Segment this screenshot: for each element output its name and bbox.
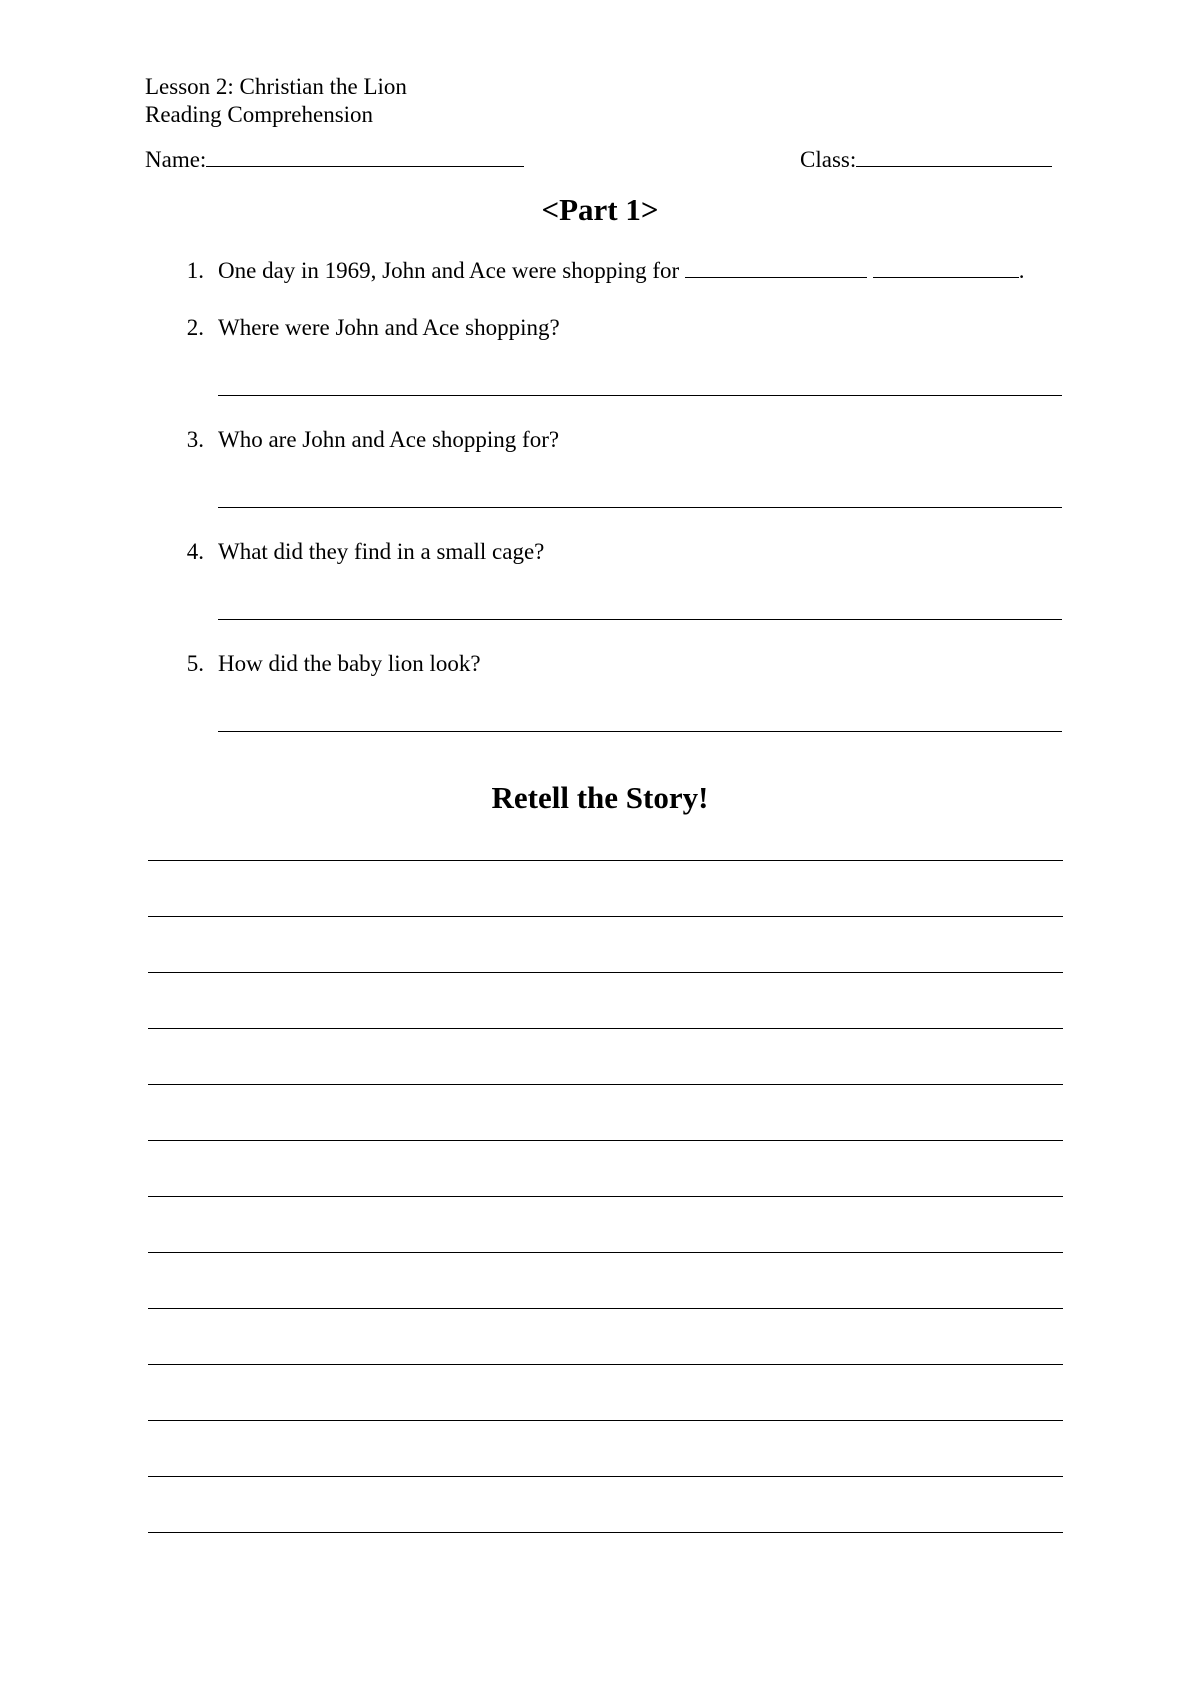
question-number: 5. xyxy=(186,651,204,676)
retell-line[interactable] xyxy=(148,916,1063,917)
retell-line[interactable] xyxy=(148,1476,1063,1477)
question-text: How did the baby lion look? xyxy=(218,651,481,676)
question-text: Where were John and Ace shopping? xyxy=(218,315,560,340)
class-field[interactable] xyxy=(800,146,1052,174)
name-field[interactable] xyxy=(145,146,524,174)
retell-line[interactable] xyxy=(148,1532,1063,1533)
retell-line[interactable] xyxy=(148,972,1063,973)
retell-line[interactable] xyxy=(148,1308,1063,1309)
retell-line[interactable] xyxy=(148,860,1063,861)
question-number: 3. xyxy=(186,427,204,452)
answer-line-2[interactable] xyxy=(218,395,1062,396)
part-title: <Part 1> xyxy=(541,192,659,227)
lesson-title: Lesson 2: Christian the Lion xyxy=(145,74,407,99)
question-number: 4. xyxy=(186,539,204,564)
retell-line[interactable] xyxy=(148,1140,1063,1141)
answer-blank-1b[interactable] xyxy=(873,259,1019,278)
worksheet-subtitle: Reading Comprehension xyxy=(145,102,374,127)
name-label: Name: xyxy=(145,147,207,172)
class-label: Class: xyxy=(800,147,857,172)
retell-line[interactable] xyxy=(148,1364,1063,1365)
question-number: 1. xyxy=(186,258,204,283)
answer-blank-1a[interactable] xyxy=(685,259,867,278)
retell-line[interactable] xyxy=(148,1028,1063,1029)
answer-line-5[interactable] xyxy=(218,731,1062,732)
retell-line[interactable] xyxy=(148,1084,1063,1085)
answer-line-4[interactable] xyxy=(218,619,1062,620)
answer-line-3[interactable] xyxy=(218,507,1062,508)
retell-line[interactable] xyxy=(148,1196,1063,1197)
question-text: One day in 1969, John and Ace were shopping for . xyxy=(218,258,1025,283)
name-blank[interactable] xyxy=(206,148,524,167)
question-text: What did they find in a small cage? xyxy=(218,539,545,564)
class-blank[interactable] xyxy=(856,148,1052,167)
question-text: Who are John and Ace shopping for? xyxy=(218,427,560,452)
retell-line[interactable] xyxy=(148,1252,1063,1253)
retell-line[interactable] xyxy=(148,1420,1063,1421)
retell-title: Retell the Story! xyxy=(491,780,709,815)
question-number: 2. xyxy=(186,315,204,340)
